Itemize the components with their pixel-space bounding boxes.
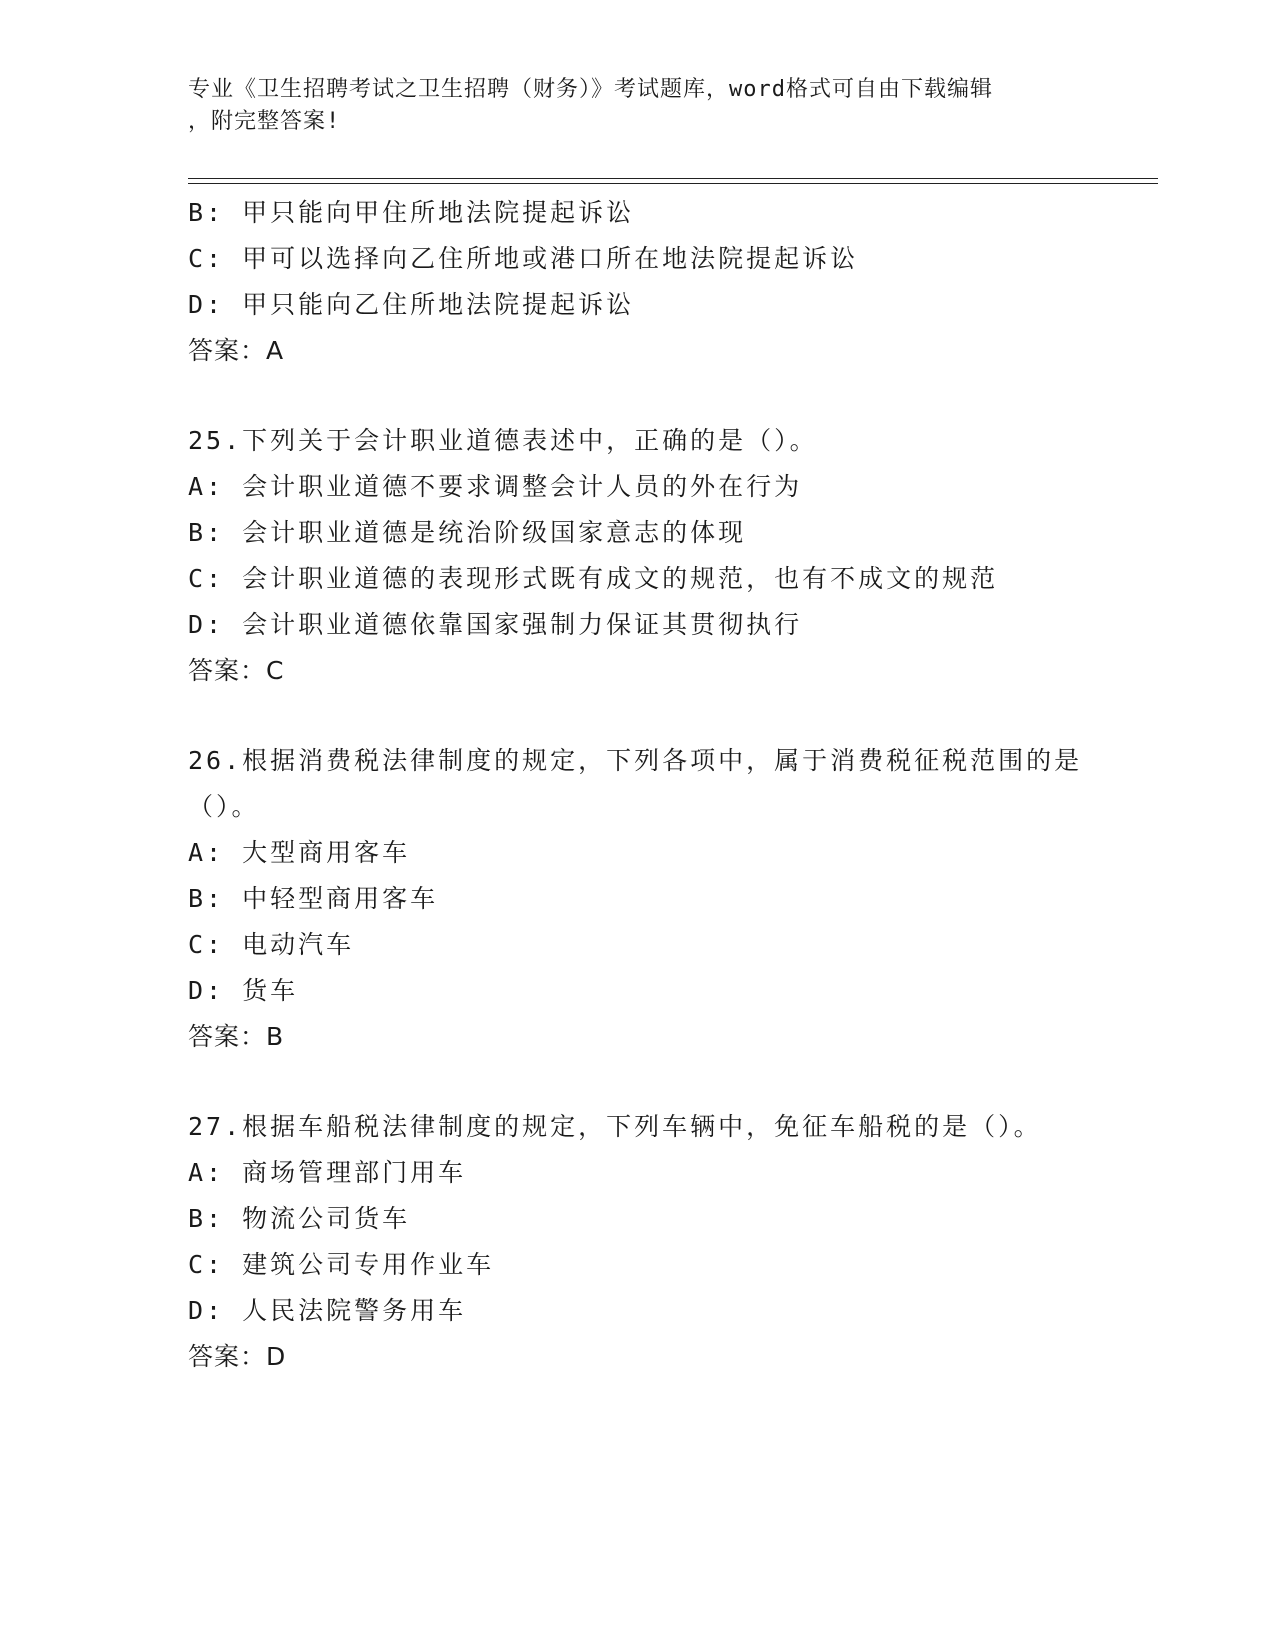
question-26 <box>188 738 1158 1060</box>
document-body <box>188 190 1158 1380</box>
header-title-line1: 专业《卫生招聘考试之卫生招聘（财务）》考试题库，word格式可自由下载编辑 <box>188 77 993 102</box>
option-c: C: 电动汽车 <box>188 930 355 959</box>
option-a: A: 大型商用客车 <box>188 838 411 867</box>
option-c: C: 建筑公司专用作业车 <box>188 1250 495 1279</box>
option-b: B: 甲只能向甲住所地法院提起诉讼 <box>188 198 635 227</box>
question-stem: 25.下列关于会计职业道德表述中，正确的是（）。 <box>188 426 818 455</box>
question-stem: 26.根据消费税法律制度的规定，下列各项中，属于消费税征税范围的是（）。 <box>188 746 1083 821</box>
document-header <box>188 74 1088 138</box>
question-stem: 27.根据车船税法律制度的规定，下列车辆中，免征车船税的是（）。 <box>188 1112 1042 1141</box>
option-a: A: 商场管理部门用车 <box>188 1158 467 1187</box>
question-25 <box>188 418 1158 694</box>
option-d: D: 货车 <box>188 976 299 1005</box>
spacer <box>188 1060 1158 1104</box>
option-c: C: 会计职业道德的表现形式既有成文的规范，也有不成文的规范 <box>188 564 999 593</box>
option-a: A: 会计职业道德不要求调整会计人员的外在行为 <box>188 472 803 501</box>
option-d: D: 人民法院警务用车 <box>188 1296 467 1325</box>
spacer <box>188 374 1158 418</box>
spacer <box>188 694 1158 738</box>
option-d: D: 会计职业道德依靠国家强制力保证其贯彻执行 <box>188 610 803 639</box>
option-c: C: 甲可以选择向乙住所地或港口所在地法院提起诉讼 <box>188 244 859 273</box>
header-title-line2: ，附完整答案! <box>188 109 341 134</box>
answer-line: 答案：D <box>188 1342 287 1371</box>
answer-line: 答案：C <box>188 656 285 685</box>
header-divider <box>188 178 1158 184</box>
answer-line: 答案：B <box>188 1022 285 1051</box>
option-d: D: 甲只能向乙住所地法院提起诉讼 <box>188 290 635 319</box>
option-b: B: 中轻型商用客车 <box>188 884 439 913</box>
option-b: B: 物流公司货车 <box>188 1204 411 1233</box>
answer-line: 答案：A <box>188 336 285 365</box>
question-27 <box>188 1104 1158 1380</box>
option-b: B: 会计职业道德是统治阶级国家意志的体现 <box>188 518 747 547</box>
previous-question <box>188 190 1158 374</box>
